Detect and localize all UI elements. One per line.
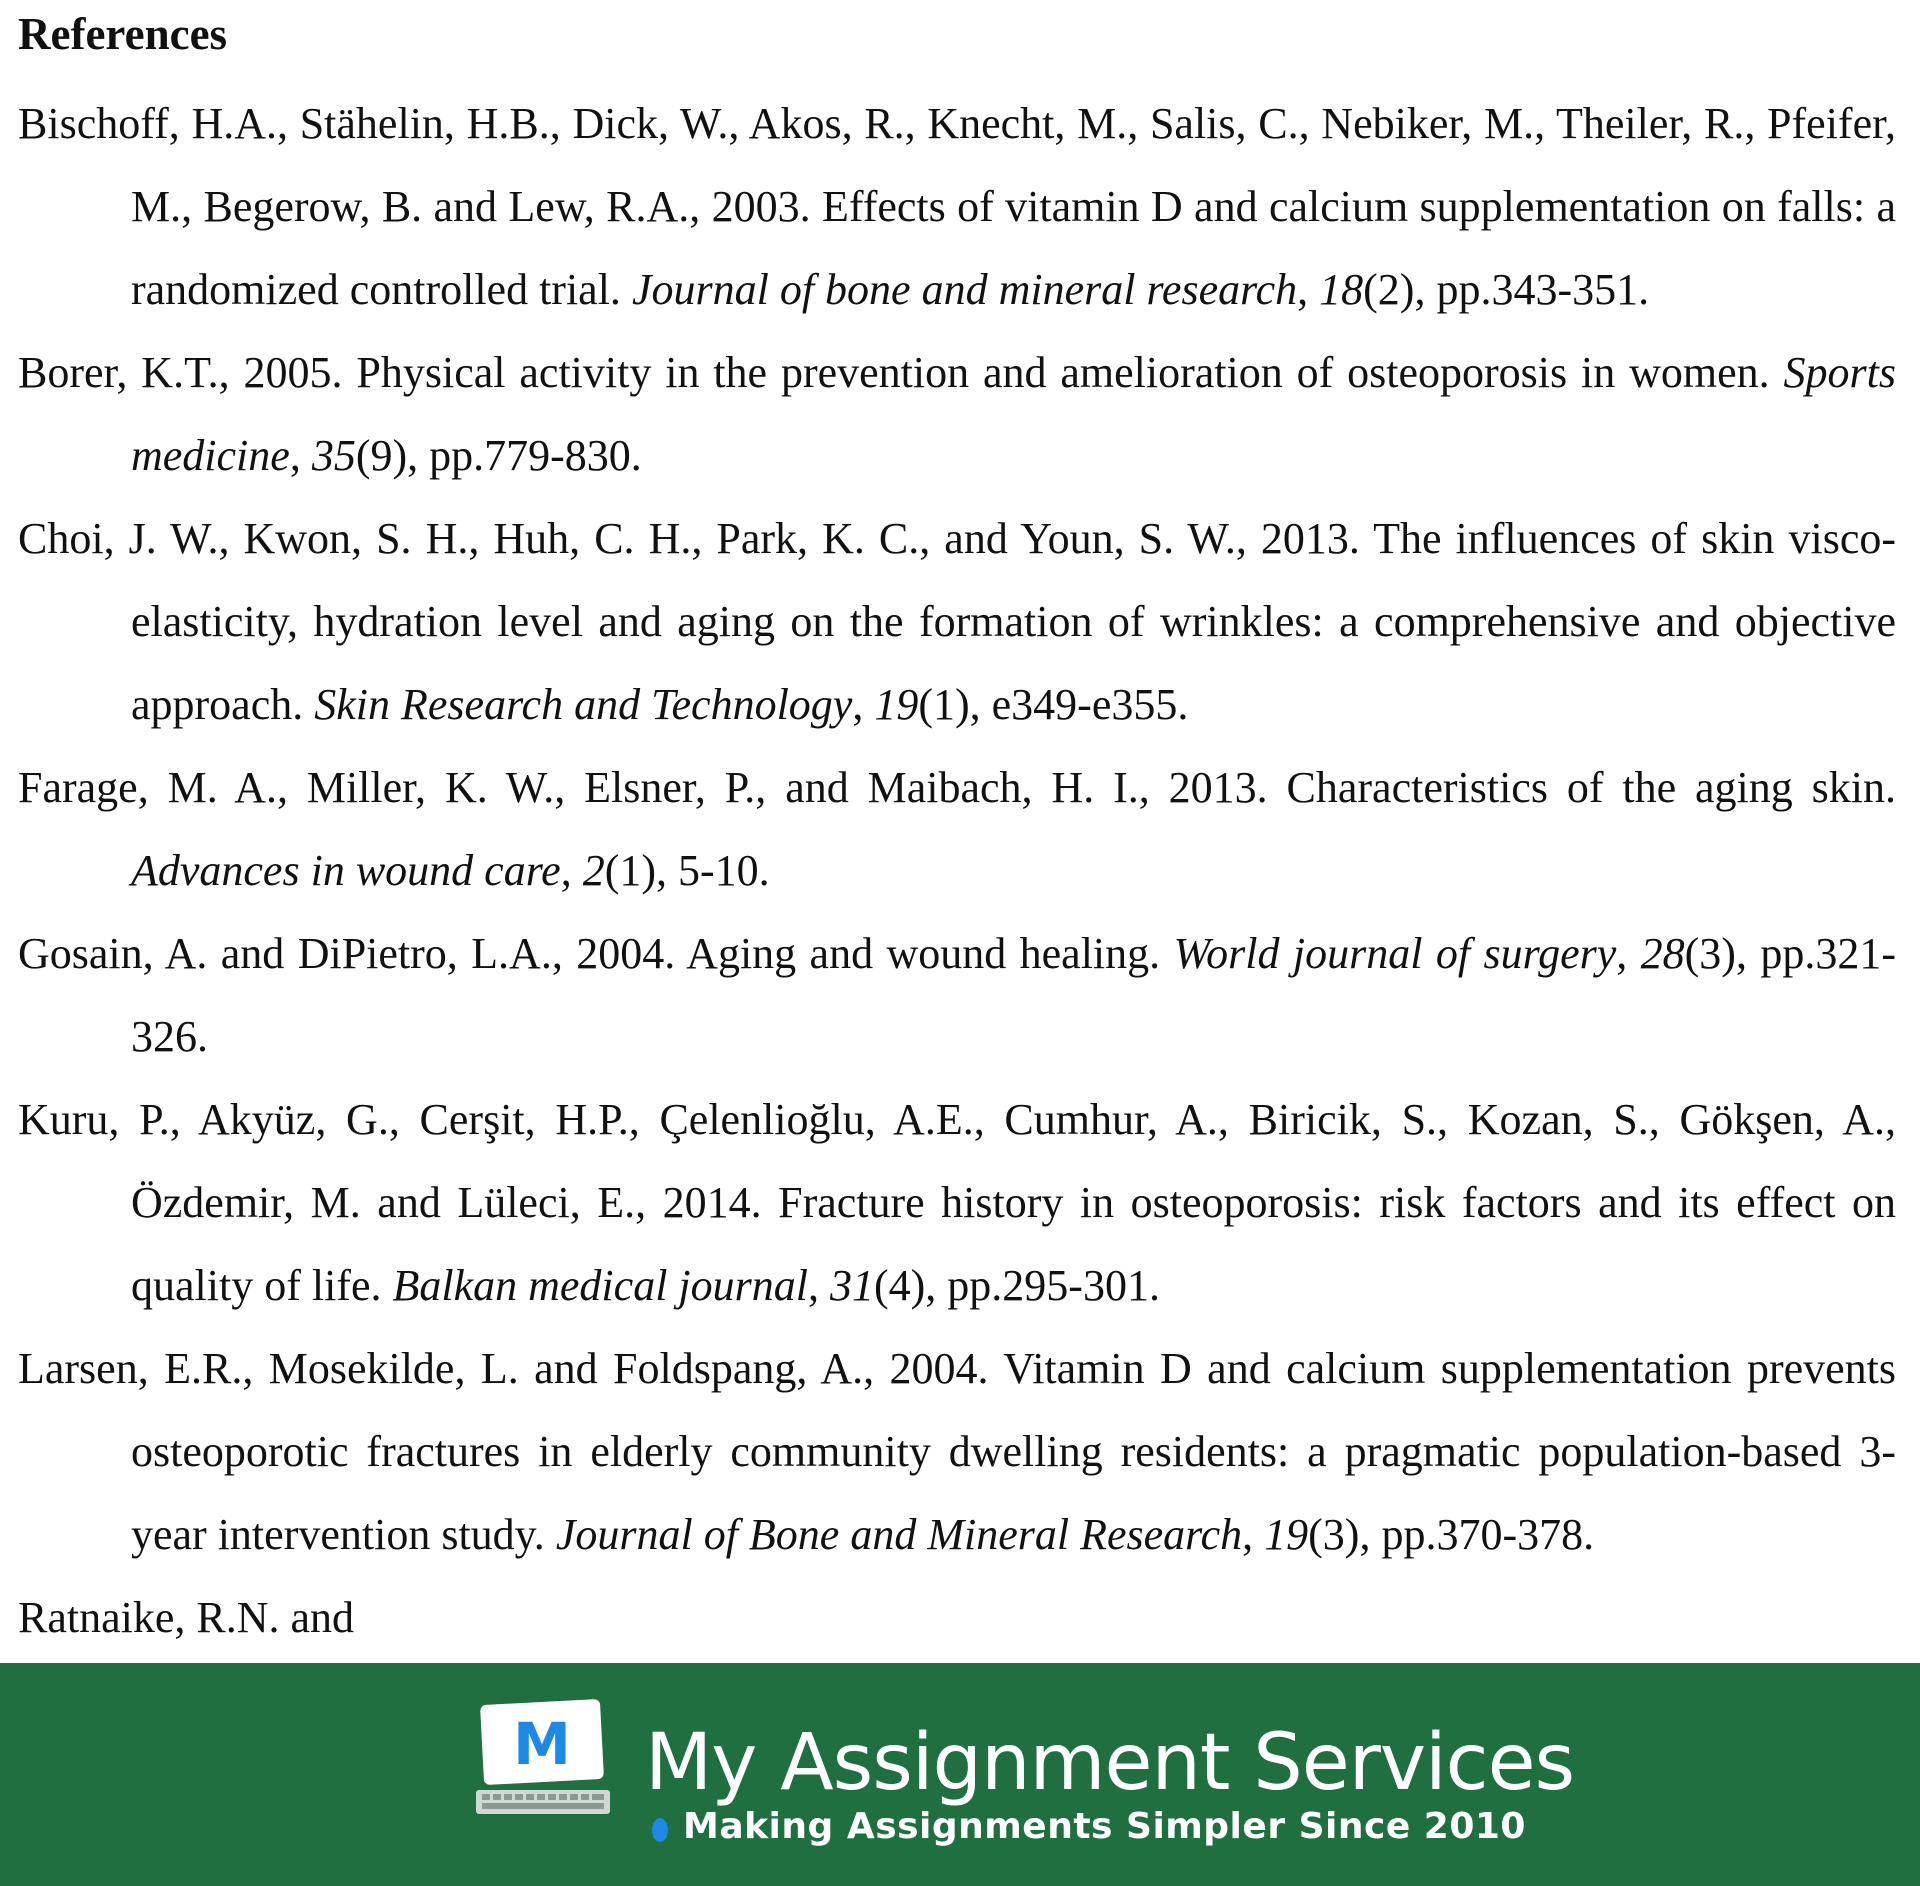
issue-pages: (3), pp.370-378. xyxy=(1308,1510,1595,1559)
journal-title: Balkan medical journal xyxy=(392,1261,808,1310)
issue-pages: (9), pp.779-830. xyxy=(355,431,642,480)
reference-text: Larsen, E.R., Mosekilde, L. and Foldspang, A., 2004. Vitamin D and calcium supplementation prevents osteoporotic fractures in elderly community dwelling residents: a pragmatic population-based 3-year intervention study. xyxy=(18,1344,1896,1559)
reference-entry xyxy=(18,1576,1896,1659)
volume: 18 xyxy=(1319,265,1364,314)
journal-title: Advances in wound care xyxy=(131,846,561,895)
journal-title: Sports medicine xyxy=(131,348,1896,480)
journal-title: Journal of Bone and Mineral Research xyxy=(555,1510,1243,1559)
issue-pages: (3), pp.321-326. xyxy=(131,929,1896,1061)
document-page xyxy=(18,0,1896,1659)
brand-tagline: Making Assignments Simpler Since 2010 xyxy=(683,1806,1526,1847)
brand-logo xyxy=(476,1698,616,1818)
volume: 35 xyxy=(311,431,356,480)
journal-title: Journal of bone and mineral research xyxy=(631,265,1298,314)
issue-pages: (2), pp.343-351. xyxy=(1363,265,1650,314)
brand-name: My Assignment Services xyxy=(645,1718,1575,1808)
reference-entry: Gosain, A. and DiPietro, L.A., 2004. Aging and wound healing. World journal of surgery, 28(3), pp.321-326. xyxy=(18,929,1896,1061)
journal-title: World journal of surgery xyxy=(1173,929,1617,978)
reference-text: Gosain, A. and DiPietro, L.A., 2004. Aging and wound healing. xyxy=(18,929,1174,978)
reference-text: Farage, M. A., Miller, K. W., Elsner, P., and Maibach, H. I., 2013. Characteristics of the aging skin. xyxy=(18,763,1896,812)
reference-text: Kuru, P., Akyüz, G., Cerşit, H.P., Çelenlioğlu, A.E., Cumhur, A., Biricik, S., Kozan, S., Gökşen, A., Özdemir, M. and Lüleci, E., 2014. Fracture history in osteoporosis: risk factors and its effect on quality of life. xyxy=(18,1095,1896,1310)
reference-entry: Choi, J. W., Kwon, S. H., Huh, C. H., Park, K. C., and Youn, S. W., 2013. The influences of skin visco-elasticity, hydration level and aging on the formation of wrinkles: a comprehensive and objective approach. Skin Research and Technology, 19(1), e349-e355. xyxy=(18,514,1896,729)
volume: 19 xyxy=(874,680,919,729)
reference-text: Ratnaike, R.N. and xyxy=(18,1593,355,1642)
references-heading: References xyxy=(18,9,228,59)
volume: 19 xyxy=(1264,1510,1309,1559)
issue-pages: (1), 5-10. xyxy=(604,846,770,895)
watermark-banner xyxy=(0,1663,1920,1886)
journal-title: Skin Research and Technology xyxy=(314,680,853,729)
reference-entry: Borer, K.T., 2005. Physical activity in the prevention and amelioration of osteoporosis in women. Sports medicine, 35(9), pp.779-830. xyxy=(18,348,1896,480)
laptop-logo-icon xyxy=(476,1698,616,1818)
issue-pages: (1), e349-e355. xyxy=(918,680,1189,729)
volume: 2 xyxy=(582,846,605,895)
mouse-icon xyxy=(650,1813,670,1843)
reference-text: Borer, K.T., 2005. Physical activity in the prevention and amelioration of osteoporosis in women. xyxy=(18,348,1784,397)
volume: 31 xyxy=(830,1261,874,1310)
reference-entry: Bischoff, H.A., Stähelin, H.B., Dick, W., Akos, R., Knecht, M., Salis, C., Nebiker, M., Theiler, R., Pfeifer, M., Begerow, B. and Lew, R.A., 2003. Effects of vitamin D and calcium supplementation on falls: a randomized controlled trial. Journal of bone and mineral research, 18(2), pp.343-351. xyxy=(18,99,1896,314)
reference-text: Choi, J. W., Kwon, S. H., Huh, C. H., Park, K. C., and Youn, S. W., 2013. The influences of skin visco-elasticity, hydration level and aging on the formation of wrinkles: a comprehensive and objective approach. xyxy=(18,514,1896,729)
issue-pages: (4), pp.295-301. xyxy=(874,1261,1160,1310)
reference-list xyxy=(18,82,1896,1659)
reference-text: Bischoff, H.A., Stähelin, H.B., Dick, W., Akos, R., Knecht, M., Salis, C., Nebiker, M., Theiler, R., Pfeifer, M., Begerow, B. and Lew, R.A., 2003. Effects of vitamin D and calcium supplementation on falls: a randomized controlled trial. xyxy=(18,99,1896,314)
volume: 28 xyxy=(1640,929,1685,978)
logo-letter: M xyxy=(513,1710,571,1778)
reference-entry: Farage, M. A., Miller, K. W., Elsner, P., and Maibach, H. I., 2013. Characteristics of the aging skin. Advances in wound care, 2(1), 5-10. xyxy=(18,763,1896,895)
reference-entry: Kuru, P., Akyüz, G., Cerşit, H.P., Çelenlioğlu, A.E., Cumhur, A., Biricik, S., Kozan, S., Gökşen, A., Özdemir, M. and Lüleci, E., 2014. Fracture history in osteoporosis: risk factors and its effect on quality of life. Balkan medical journal, 31(4), pp.295-301. xyxy=(18,1095,1896,1310)
reference-entry: Larsen, E.R., Mosekilde, L. and Foldspang, A., 2004. Vitamin D and calcium supplementation prevents osteoporotic fractures in elderly community dwelling residents: a pragmatic population-based 3-year intervention study. Journal of Bone and Mineral Research, 19(3), pp.370-378. xyxy=(18,1344,1896,1559)
